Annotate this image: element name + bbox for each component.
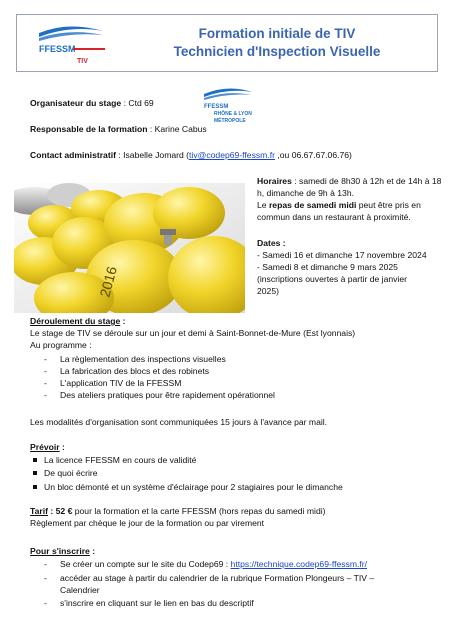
prevoir-bullet-3: [33, 482, 37, 493]
horaires-label: Horaires: [257, 176, 292, 186]
codep-logo-line2: MÉTROPOLE: [214, 118, 246, 124]
deroulement-heading: [30, 316, 126, 327]
cylinders-photo: [14, 183, 245, 313]
inscrire-item1-pre: Se créer un compte sur le site du Codep69 :: [60, 559, 231, 569]
prevoir-item-3: Un bloc démonté et un système d'éclairage pour 2 stagiaires pour le dimanche: [44, 482, 343, 492]
header-box: [16, 14, 438, 72]
responsable-value: Karine Cabus: [154, 124, 207, 134]
tarif-sep: :: [47, 506, 56, 516]
deroulement-label: Déroulement du stage: [30, 316, 121, 326]
horaires-line-3: [257, 200, 421, 211]
page-subtitle: Technicien d'Inspection Visuelle: [173, 44, 381, 59]
deroulement-line-1: Le stage de TIV se déroule sur un jour et demi à Saint-Bonnet-de-Mure (Est lyonnais): [30, 328, 356, 338]
programme-bullet-2: -: [44, 366, 47, 376]
contact-post: ,ou 06.67.67.06.76): [274, 150, 352, 160]
responsable-sep: :: [147, 124, 155, 134]
codep-logo-line1: RHÔNE & LYON: [214, 111, 252, 117]
inscrire-item-1: [60, 559, 367, 570]
inscrire-item-2-line-1: accéder au stage à partir du calendrier de la rubrique Formation Plongeurs – TIV –: [60, 573, 375, 583]
responsable-label: Responsable de la formation: [30, 124, 148, 134]
programme-item-3: L'application TIV de la FFESSM: [60, 378, 182, 388]
horaires-line-1: [257, 176, 441, 187]
prevoir-bullet-1: [33, 455, 37, 466]
cylinder-marking: 2016: [96, 264, 120, 299]
logo-tiv-text: TIV: [77, 58, 88, 65]
inscrire-label: Pour s'inscrire: [30, 546, 90, 556]
codep-logo-text: FFESSM: [204, 104, 229, 110]
contact-pre: : Isabelle Jomard (: [115, 150, 190, 160]
codep69-logo: [200, 84, 256, 124]
inscrire-bullet-1: -: [44, 559, 47, 569]
contact-email-link[interactable]: tiv@codep69-ffessm.fr: [189, 150, 275, 160]
logo-ffessm-text: FFESSM: [39, 44, 76, 54]
horaires-line1: : samedi de 8h30 à 12h et de 14h à 18: [291, 176, 442, 186]
prevoir-label-suffix: :: [59, 442, 65, 452]
deroulement-line-2: Au programme :: [30, 340, 92, 350]
programme-bullet-3: -: [44, 378, 47, 388]
horaires-line3-pre: Le: [257, 200, 269, 210]
dates-item-1: - Samedi 16 et dimanche 17 novembre 2024: [257, 250, 427, 260]
dates-label: Dates :: [257, 238, 286, 248]
organisateur-label: Organisateur du stage: [30, 98, 122, 108]
inscrire-label-suffix: :: [89, 546, 96, 556]
inscrire-bullet-2: -: [44, 573, 47, 583]
inscrire-heading: [30, 546, 95, 557]
prevoir-heading: [30, 442, 65, 453]
horaires-repas: repas de samedi midi: [268, 200, 357, 210]
inscrire-item-3: s'inscrire en cliquant sur le lien en bas du descriptif: [60, 598, 254, 608]
horaires-line-2: h, dimanche de 9h à 13h.: [257, 188, 354, 198]
programme-item-1: La règlementation des inspections visuelles: [60, 354, 226, 364]
horaires-line3-rest: peut être pris en: [356, 200, 421, 210]
deroulement-label-suffix: :: [120, 316, 126, 326]
programme-item-2: La fabrication des blocs et des robinets: [60, 366, 210, 376]
dates-item-4: 2025): [257, 286, 279, 296]
page-title: Formation initiale de TIV: [198, 26, 356, 41]
programme-bullet-4: -: [44, 390, 47, 400]
organisateur-value: Ctd 69: [128, 98, 154, 108]
tarif-line-2: Règlement par chèque le jour de la formation ou par virement: [30, 518, 265, 528]
programme-item-4: Des ateliers pratiques pour être rapidement opérationnel: [60, 390, 275, 400]
tarif-label: Tarif: [30, 506, 48, 516]
prevoir-item-2: De quoi écrire: [44, 468, 98, 478]
prevoir-bullet-2: [33, 468, 37, 479]
organisateur-line: [30, 98, 154, 109]
cylinders-photo-svg: [14, 183, 245, 313]
prevoir-label: Prévoir: [30, 442, 60, 452]
contact-line: [30, 150, 352, 161]
prevoir-item-1: La licence FFESSM en cours de validité: [44, 455, 197, 465]
tarif-line-1: [30, 506, 326, 517]
dates-item-2: - Samedi 8 et dimanche 9 mars 2025: [257, 262, 398, 272]
deroulement-note: Les modalités d'organisation sont communiquées 15 jours à l'avance par mail.: [30, 417, 328, 427]
programme-bullet-1: -: [44, 354, 47, 364]
codep69-site-link[interactable]: https://technique.codep69-ffessm.fr/: [230, 559, 368, 569]
contact-label: Contact administratif: [30, 150, 116, 160]
tarif-rest: pour la formation et la carte FFESSM (hors repas du samedi midi): [72, 506, 326, 516]
horaires-line-4: commun dans un restaurant à proximité.: [257, 212, 411, 222]
ffessm-tiv-logo: [25, 21, 111, 67]
inscrire-bullet-3: -: [44, 598, 47, 608]
organisateur-sep: :: [121, 98, 129, 108]
responsable-line: [30, 124, 207, 135]
inscrire-item-2-line-2: Calendrier: [60, 585, 100, 595]
tarif-amount: 52 €: [55, 506, 73, 516]
dates-item-3: (inscriptions ouvertes à partir de janvier: [257, 274, 407, 284]
